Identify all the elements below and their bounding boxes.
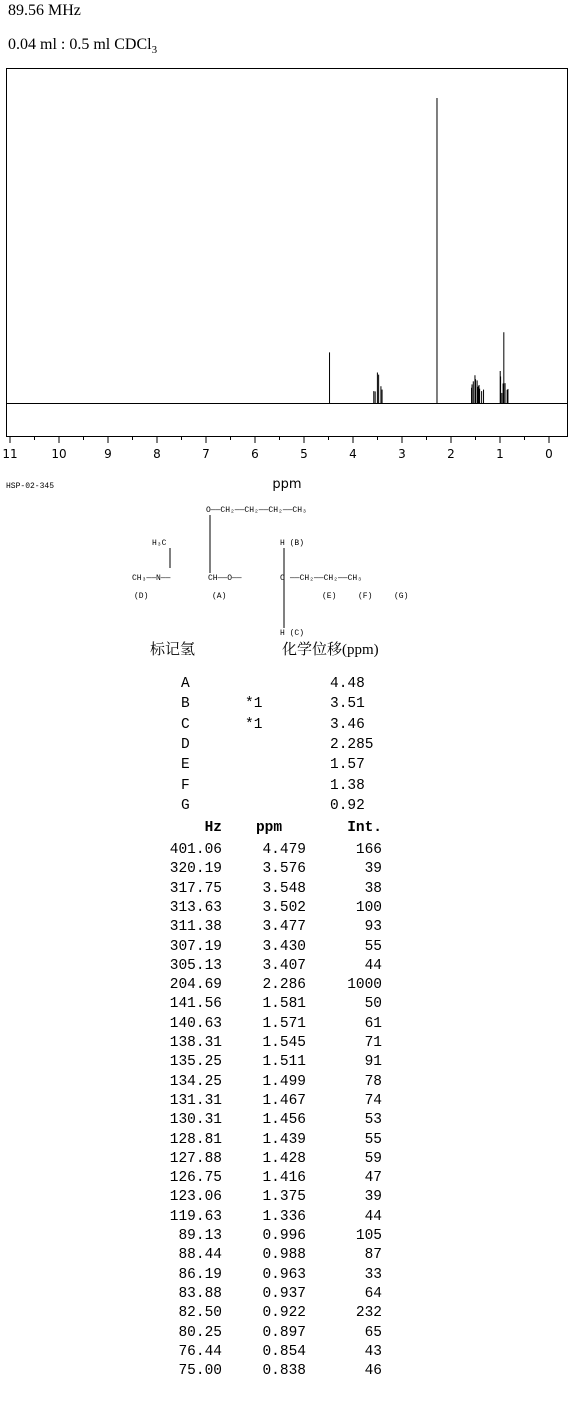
peak-table-int: 93	[364, 919, 382, 936]
peak-table-ppm: 0.897	[262, 1324, 306, 1341]
peak-table-int: 166	[355, 842, 382, 858]
peak-table-header-hz: Hz	[204, 820, 222, 836]
peak-table-int: 59	[364, 1150, 382, 1167]
peak-table-hz: 127.88	[169, 1150, 222, 1167]
peak-table-int: 74	[364, 1092, 382, 1109]
x-axis-label: ppm	[272, 477, 302, 492]
x-axis-tick-labels	[2, 447, 552, 461]
spectrum-code: HSP-02-345	[6, 482, 55, 491]
x-tick-label-10: 10	[51, 447, 67, 461]
peak-table-ppm: 1.428	[262, 1150, 306, 1167]
peak-table-hz: 140.63	[169, 1015, 222, 1032]
peak-table-ppm: 3.477	[262, 919, 306, 936]
x-tick-label-1: 1	[496, 447, 504, 461]
structure-label-g: (G)	[394, 592, 409, 601]
peak-table-hz: 307.19	[169, 938, 222, 955]
assignment-header-shift: 化学位移(ppm)	[282, 642, 379, 658]
peak-table-ppm: 1.545	[262, 1035, 306, 1051]
structure-label-e: (E)	[322, 592, 337, 601]
assignment-label: B	[181, 696, 190, 713]
peak-table-hz: 75.00	[178, 1363, 222, 1380]
peak-table-hz: 130.31	[169, 1112, 222, 1129]
peak-table-header-ppm: ppm	[255, 820, 283, 836]
peak-table-int: 33	[364, 1266, 382, 1283]
spectrometer-frequency: 89.56 MHz	[8, 2, 81, 19]
peak-table-hz: 86.19	[178, 1266, 222, 1283]
peak-table-hz: 135.25	[169, 1054, 222, 1071]
peak-table-ppm: 3.430	[262, 938, 306, 955]
assignment-shift: 0.92	[330, 797, 365, 814]
peak-table-hz: 126.75	[169, 1170, 222, 1187]
assignment-shift: 3.51	[330, 696, 365, 713]
peak-table-ppm: 1.456	[262, 1112, 306, 1129]
peak-table-ppm: 1.375	[262, 1189, 306, 1206]
peak-table-int: 55	[364, 1131, 382, 1148]
peak-table-hz: 83.88	[178, 1285, 222, 1302]
peak-table-hz: 123.06	[169, 1189, 222, 1206]
x-axis-ticks	[10, 436, 549, 443]
peak-table-hz: 88.44	[178, 1247, 222, 1264]
nmr-spectrum-chart	[0, 60, 570, 500]
peak-table-ppm: 1.511	[262, 1054, 306, 1071]
peak-table-ppm: 2.286	[262, 977, 306, 994]
x-tick-label-9: 9	[104, 447, 112, 461]
peak-table-hz: 311.38	[169, 919, 222, 936]
peak-table-int: 64	[364, 1285, 382, 1302]
peak-table-int: 44	[364, 1208, 382, 1225]
peak-table-hz: 119.63	[169, 1208, 222, 1225]
peak-table-hz: 128.81	[169, 1131, 222, 1148]
assignment-header-label: 标记氢	[150, 642, 196, 658]
assignment-shift: 2.285	[330, 736, 374, 753]
structure-top-chain: O——CH₂——CH₂——CH₂——CH₃	[206, 506, 307, 515]
assignment-note: *1	[245, 696, 263, 713]
structure-main-ch: CH——O——	[208, 574, 242, 583]
structure-main-left: CH₃——N——	[132, 574, 171, 583]
x-tick-label-5: 5	[300, 447, 308, 461]
peak-table-int: 44	[364, 957, 382, 974]
peak-table-int: 47	[364, 1170, 382, 1187]
structure-main-c: C	[280, 574, 285, 583]
assignment-label: C	[181, 716, 190, 733]
peak-table-int: 78	[364, 1073, 382, 1090]
peak-table-int: 100	[355, 899, 382, 916]
peak-table-hz: 76.44	[178, 1343, 222, 1360]
assignment-shift: 4.48	[330, 676, 365, 692]
peak-table-ppm: 1.571	[262, 1015, 306, 1032]
structure-h-bottom: H (C)	[280, 629, 305, 638]
peak-table-int: 65	[364, 1324, 382, 1341]
peak-table-hz: 141.56	[169, 996, 222, 1013]
peak-table-hz: 204.69	[169, 977, 222, 994]
assignment-shift: 1.57	[330, 757, 365, 774]
structure-label-a: (A)	[212, 592, 227, 601]
peak-table-int: 43	[364, 1343, 382, 1360]
peak-table-ppm: 3.502	[262, 899, 306, 916]
assignment-shift: 3.46	[330, 716, 365, 733]
structure-h-top: H (B)	[280, 539, 305, 548]
peak-table-ppm: 0.922	[262, 1305, 306, 1322]
peak-table-hz: 313.63	[169, 899, 222, 916]
sample-subscript: 3	[151, 44, 158, 57]
peak-table-ppm: 1.336	[262, 1208, 306, 1225]
peak-table-int: 61	[364, 1015, 382, 1032]
peak-table-hz: 401.06	[169, 842, 222, 858]
peak-table-hz: 317.75	[169, 880, 222, 897]
peak-table-int: 87	[364, 1247, 382, 1264]
peak-table-ppm: 3.407	[262, 957, 306, 974]
x-tick-label-8: 8	[153, 447, 161, 461]
peak-table-int: 1000	[347, 977, 382, 994]
peak-table-hz: 131.31	[169, 1092, 222, 1109]
peak-table-ppm: 1.581	[262, 996, 306, 1013]
peak-table-int: 46	[364, 1363, 382, 1380]
peak-table-hz: 89.13	[178, 1228, 222, 1244]
x-tick-label-11: 11	[2, 447, 18, 461]
structure-label-f: (F)	[358, 592, 373, 601]
peak-table-int: 39	[364, 861, 382, 878]
peak-table-int: 232	[355, 1305, 382, 1322]
peak-table-int: 50	[364, 996, 382, 1013]
peak-table-ppm: 0.996	[262, 1228, 306, 1244]
plot-frame	[7, 69, 568, 437]
structure-label-d: (D)	[134, 592, 149, 601]
peak-table-int: 71	[364, 1035, 382, 1051]
structure-main-right: ——CH₂——CH₂——CH₃	[290, 574, 363, 583]
molecular-structure	[120, 498, 430, 638]
peak-table-hz: 82.50	[178, 1305, 222, 1322]
peak-table-ppm: 0.963	[262, 1266, 306, 1283]
assignment-shift: 1.38	[330, 777, 365, 794]
peak-table-hz: 80.25	[178, 1324, 222, 1341]
peak-table-int: 53	[364, 1112, 382, 1129]
x-tick-label-6: 6	[251, 447, 259, 461]
peak-table-ppm: 0.937	[262, 1285, 306, 1302]
peak-table-ppm: 3.576	[262, 861, 306, 878]
peak-table-ppm: 1.499	[262, 1073, 306, 1090]
x-tick-label-2: 2	[447, 447, 455, 461]
peak-table-hz: 134.25	[169, 1073, 222, 1090]
peak-table-hz: 320.19	[169, 861, 222, 878]
sample-description	[8, 36, 157, 56]
assignment-label: G	[181, 797, 190, 814]
assignment-label: A	[181, 676, 190, 692]
assignment-label: D	[181, 736, 190, 753]
peak-table-int: 39	[364, 1189, 382, 1206]
assignment-label: E	[181, 757, 190, 774]
peak-table-hz: 305.13	[169, 957, 222, 974]
peak-table-header-int: Int.	[347, 820, 382, 836]
peak-table-ppm: 4.479	[262, 842, 306, 858]
peak-table-hz: 138.31	[169, 1035, 222, 1051]
peak-table-ppm: 1.439	[262, 1131, 306, 1148]
assignment-note: *1	[245, 716, 263, 733]
peak-table-ppm: 3.548	[262, 880, 306, 897]
peak-table-int: 38	[364, 880, 382, 897]
peak-table-int: 91	[364, 1054, 382, 1071]
peak-table-ppm: 0.854	[262, 1343, 306, 1360]
x-tick-label-0: 0	[545, 447, 553, 461]
structure-methyl-label: H₃C	[152, 539, 167, 548]
sample-text: 0.04 ml : 0.5 ml CDCl	[8, 36, 152, 53]
peak-table-ppm: 0.988	[262, 1247, 306, 1264]
peak-table-ppm: 1.467	[262, 1092, 306, 1109]
x-tick-label-7: 7	[202, 447, 210, 461]
peak-table-ppm: 1.416	[262, 1170, 306, 1187]
x-tick-label-3: 3	[398, 447, 406, 461]
assignment-label: F	[181, 777, 190, 794]
peak-marks	[330, 98, 508, 403]
peak-table-int: 55	[364, 938, 382, 955]
peak-table-int: 105	[355, 1228, 382, 1244]
peak-table-ppm: 0.838	[262, 1363, 306, 1380]
x-tick-label-4: 4	[349, 447, 357, 461]
